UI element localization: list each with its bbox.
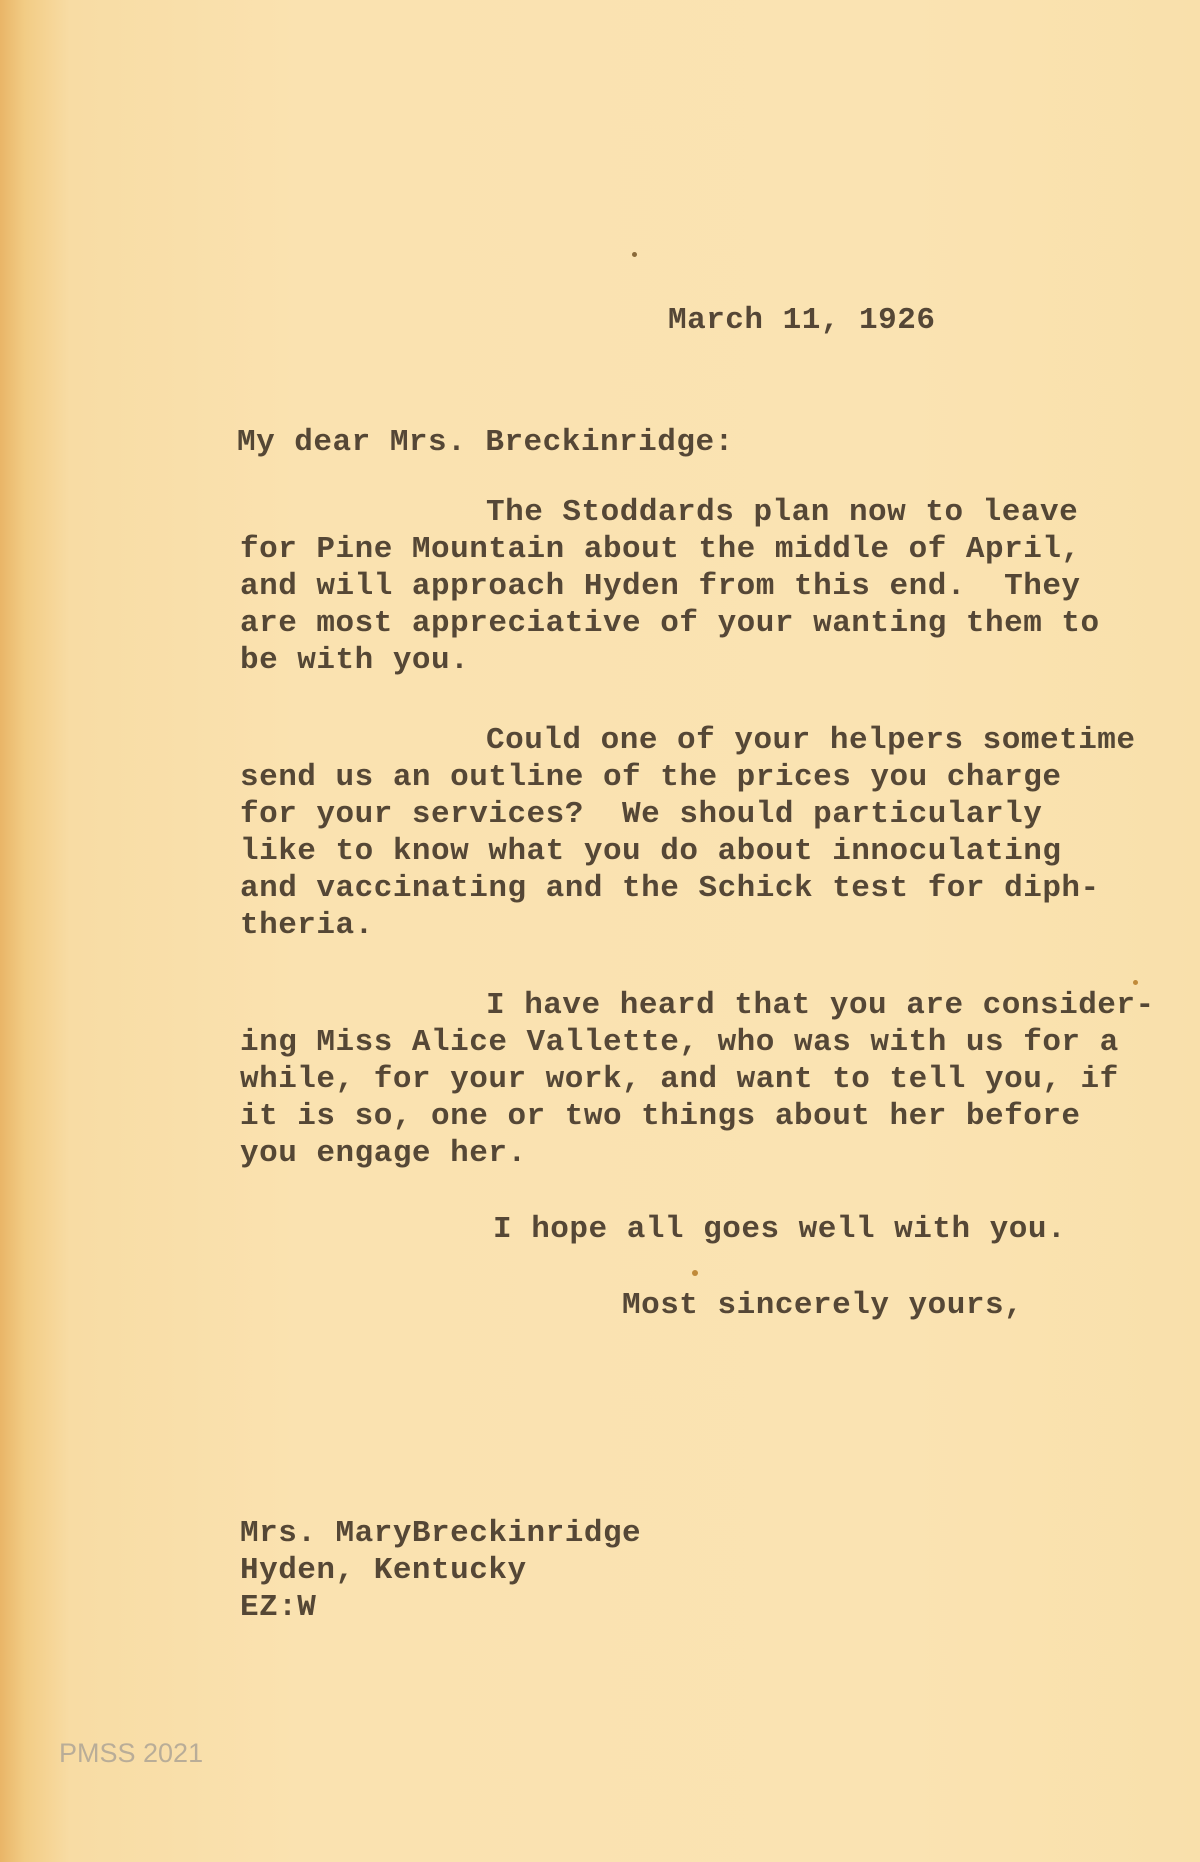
paragraph-line: send us an outline of the prices you charge xyxy=(240,760,1062,795)
paragraph-line: are most appreciative of your wanting them to xyxy=(240,606,1100,641)
address-line: Hyden, Kentucky xyxy=(240,1553,527,1588)
watermark: PMSS 2021 xyxy=(59,1738,204,1768)
recipient-address xyxy=(240,1515,641,1626)
paragraph-line: it is so, one or two things about her before xyxy=(240,1099,1081,1134)
paragraph-line: you engage her. xyxy=(240,1136,527,1171)
paragraph-line: and vaccinating and the Schick test for diph- xyxy=(240,871,1100,906)
address-line: EZ:W xyxy=(240,1590,317,1625)
paper-speck xyxy=(692,1270,698,1276)
paragraph-line: like to know what you do about innoculating xyxy=(240,834,1062,869)
paragraph-line: theria. xyxy=(240,908,374,943)
paragraph-line: for Pine Mountain about the middle of April, xyxy=(240,532,1081,567)
salutation: My dear Mrs. Breckinridge: xyxy=(237,425,734,460)
closing-line: I hope all goes well with you. xyxy=(493,1212,1067,1247)
paragraph-line: ing Miss Alice Vallette, who was with us for a xyxy=(240,1025,1119,1060)
paragraph-line: while, for your work, and want to tell you, if xyxy=(240,1062,1119,1097)
paragraph-2 xyxy=(240,722,1136,944)
letter-date: March 11, 1926 xyxy=(668,303,936,338)
paper-speck xyxy=(1133,980,1138,985)
paragraph-line: I have heard that you are consider- xyxy=(486,988,1155,1023)
paragraph-line: The Stoddards plan now to leave xyxy=(486,495,1079,530)
paragraph-line: for your services? We should particularly xyxy=(240,797,1043,832)
paper-speck xyxy=(632,252,637,257)
paragraph-1 xyxy=(240,494,1100,679)
address-line: Mrs. MaryBreckinridge xyxy=(240,1516,642,1551)
paragraph-line: and will approach Hyden from this end. They xyxy=(240,569,1081,604)
paragraph-3 xyxy=(240,987,1155,1172)
complimentary-close: Most sincerely yours, xyxy=(622,1288,1024,1323)
paragraph-line: Could one of your helpers sometime xyxy=(486,723,1136,758)
paragraph-line: be with you. xyxy=(240,643,470,678)
